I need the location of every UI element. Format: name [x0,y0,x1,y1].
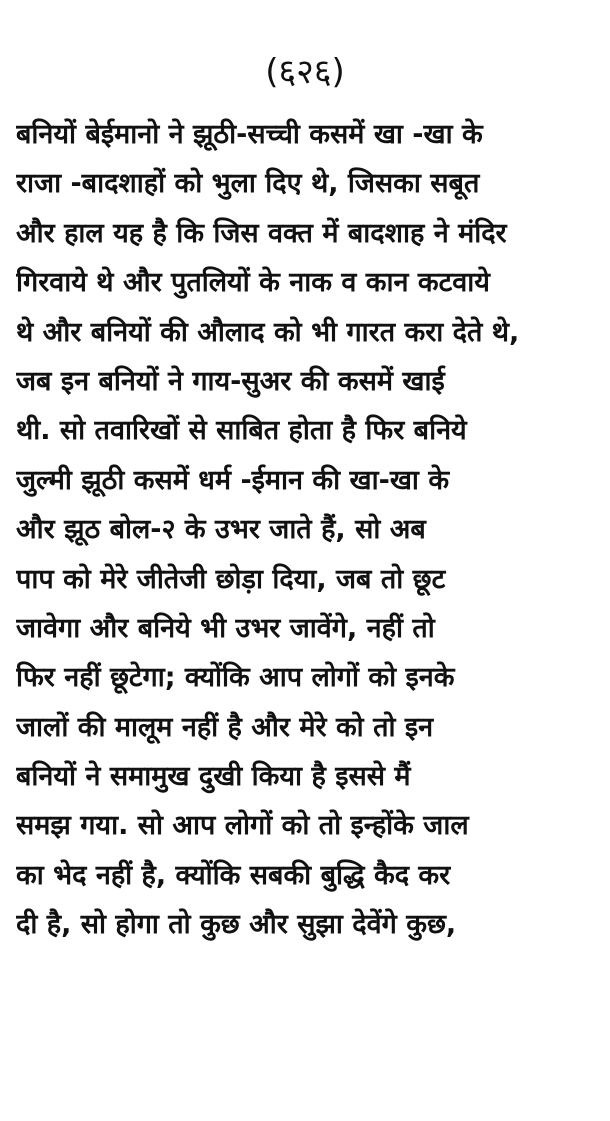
text-line: और झूठ बोल-२ के उभर जाते हैं, सो अब [16,514,426,546]
text-line: जब इन बनियों ने गाय-सुअर की कसमें खाई [16,365,445,397]
text-line: जालों की मालूम नहीं है और मेरे को तो इन [16,711,434,743]
text-line: बनियों बेईमानो ने झूठी-सच्ची कसमें खा -खा के [16,119,483,150]
text-line: बनियों ने समामुख दुखी किया है इससे मैं [16,761,411,793]
text-line: राजा -बादशाहों को भुला दिए थे, जिसका सबूत [16,168,480,200]
text-line: पाप को मेरे जीतेजी छोड़ा दिया, जब तो छूट [16,563,446,595]
text-line: और हाल यह है कि जिस वक्त में बादशाह ने मंदिर [16,217,507,249]
text-line: दी है, सो होगा तो कुछ और सुझा देवेंगे कुछ, [16,909,457,941]
text-line: जुल्मी झूठी कसमें धर्म -ईमान की खा-खा के [16,464,450,496]
text-line: गिरवाये थे और पुतलियों के नाक व कान कटवाये [16,267,490,299]
text-line: फिर नहीं छूटेगा; क्योंकि आप लोगों को इनके [16,662,455,694]
text-line: समझ गया. सो आप लोगों को तो इन्होंके जाल [16,810,469,842]
text-line: का भेद नहीं है, क्योंकि सबकी बुद्धि कैद कर [16,859,451,891]
page-number: (६२६) [265,52,345,92]
text-line: थे और बनियों की औलाद को भी गारत करा देते थे, [16,316,520,348]
body-text [16,110,601,950]
text-line: जावेगा और बनिये भी उभर जावेंगे, नहीं तो [16,612,435,644]
text-line: थी. सो तवारिखों से साबित होता है फिर बनिये [16,415,467,447]
